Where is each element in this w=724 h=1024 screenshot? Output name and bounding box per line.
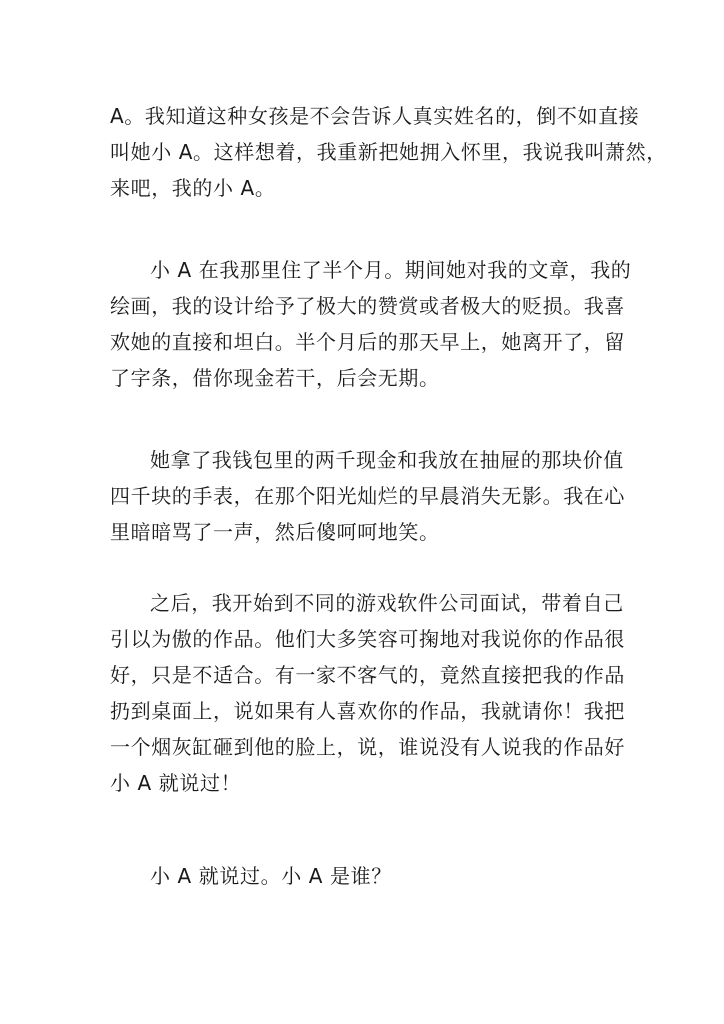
text-line: 欢她的直接和坦白。半个月后的那天早上，她离开了，留 bbox=[110, 330, 625, 354]
text-line: 一个烟灰缸砸到他的脸上，说，谁说没有人说我的作品好 bbox=[110, 735, 625, 759]
text-line: 引以为傲的作品。他们大多笑容可掬地对我说你的作品很 bbox=[110, 627, 625, 651]
text-line: 扔到桌面上，说如果有人喜欢你的作品，我就请你！我把 bbox=[110, 699, 625, 723]
text-line: 了字条，借你现金若干，后会无期。 bbox=[110, 366, 440, 390]
text-line: 来吧，我的小 A。 bbox=[110, 176, 276, 200]
paragraph-5 bbox=[110, 858, 630, 894]
text-line: 小 A 就说过！ bbox=[110, 771, 242, 795]
text-line: A。我知道这种女孩是不会告诉人真实姓名的，倒不如直接 bbox=[110, 104, 640, 128]
paragraph-1 bbox=[110, 98, 667, 206]
paragraph-2 bbox=[110, 252, 630, 396]
text-line: 四千块的手表，在那个阳光灿烂的早晨消失无影。我在心 bbox=[110, 484, 625, 508]
text-line: 她拿了我钱包里的两千现金和我放在抽屉的那块价值 bbox=[150, 448, 624, 472]
text-line: 好，只是不适合。有一家不客气的，竟然直接把我的作品 bbox=[110, 663, 625, 687]
text-line: 小 A 在我那里住了半个月。期间她对我的文章，我的 bbox=[150, 258, 632, 282]
paragraph-3 bbox=[110, 442, 630, 550]
text-line: 叫她小 A。这样想着，我重新把她拥入怀里，我说我叫萧然， bbox=[110, 140, 667, 164]
text-line: 绘画，我的设计给予了极大的赞赏或者极大的贬损。我喜 bbox=[110, 294, 625, 318]
paragraph-4 bbox=[110, 585, 630, 801]
text-line: 之后，我开始到不同的游戏软件公司面试，带着自己 bbox=[150, 591, 624, 615]
text-line: 里暗暗骂了一声，然后傻呵呵地笑。 bbox=[110, 520, 440, 544]
text-line: 小 A 就说过。小 A 是谁？ bbox=[150, 864, 392, 888]
